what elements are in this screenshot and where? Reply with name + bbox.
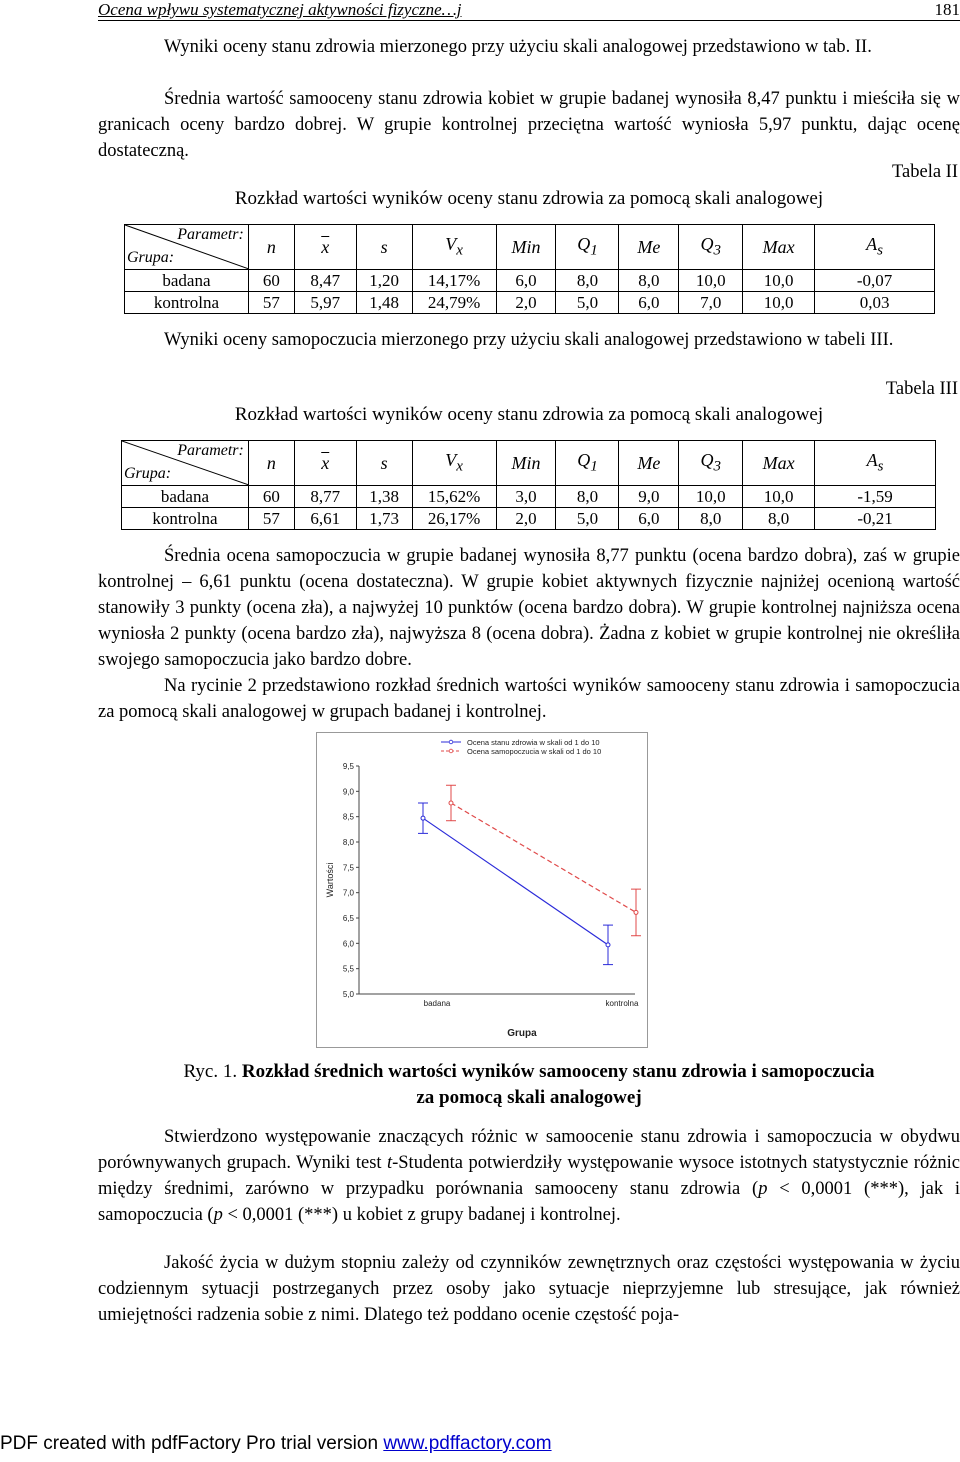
- y-tick-label: 7,0: [342, 888, 354, 898]
- data-point: [634, 910, 638, 914]
- table-header-row: [122, 441, 936, 486]
- paragraph-4: Średnia ocena samopoczucia w grupie badanej wynosiła 8,77 punktu (ocena bardzo dobra), zaś w grupie kontrolnej – 6,61 punktu (ocena dostateczna). W grupie kobiet aktywnych fizycznie najniżej ocenioną wartość stanowiły 3 punkty (ocena zła), a najwyżej 10 punktów (ocena bardzo dobra). W grupie kontrolnej najniższa ocena wyniosła 2 punkty (ocena bardzo zła), najwyższa 8 (ocena dobra). Żadna z kobiet w grupie kontrolnej nie określiła swojego samopoczucia jako bardzo dobre.: [98, 546, 960, 670]
- param-label: Parametr:: [177, 442, 244, 459]
- group-label: Grupa:: [124, 465, 172, 482]
- paragraph-7: Jakość życia w dużym stopniu zależy od czynników zewnętrznych oraz częstości występowania w życiu codziennym sytuacji postrzeganych przez osoby jako sytuacje nieprzyjemne lub stresujące, jak również umiejętności radzenia sobie z nimi. Dlatego też poddano ocenie częstość poja-: [98, 1253, 960, 1325]
- col-q3: $Q_3$: [679, 225, 743, 270]
- param-group-cell: [125, 225, 249, 270]
- legend-label: Ocena stanu zdrowia w skali od 1 do 10: [467, 738, 600, 747]
- table-row: kontrolna 57 5,97 1,48 24,79% 2,0 5,0 6,0 7,0 10,0 0,03: [125, 292, 935, 314]
- col-q1: $Q_1$: [556, 225, 619, 270]
- table-row: badana 60 8,77 1,38 15,62% 3,0 8,0 9,0 10,0 10,0 -1,59: [122, 486, 936, 508]
- y-tick-label: 8,5: [342, 812, 354, 822]
- y-tick-label: 5,5: [342, 964, 354, 974]
- page-number: 181: [934, 0, 960, 19]
- param-group-cell: [122, 441, 249, 486]
- group-label: Grupa:: [127, 249, 175, 266]
- paragraph-6: Stwierdzono występowanie znaczących różnic w samoocenie stanu zdrowia i samopoczucia w obydwu porównywanych grupach. Wyniki test t-Studenta potwierdziły występowanie wysoce istotnych statystycznie różnic między średnimi, zarówno w przypadku porównania samooceny stanu zdrowia (p < 0,0001 (***), jak i samopoczucia (p < 0,0001 (***) u kobiet z grupy badanej i kontrolnej.: [98, 1127, 960, 1225]
- series-line: [451, 803, 636, 912]
- col-s: s: [356, 441, 412, 486]
- col-mean: $\overline{x}$: [294, 225, 356, 270]
- col-me: Me: [619, 441, 679, 486]
- x-tick-label: kontrolna: [605, 999, 639, 1008]
- x-tick-label: badana: [423, 999, 451, 1008]
- col-as: $A_s$: [815, 441, 936, 486]
- col-s: s: [356, 225, 412, 270]
- footer-text: PDF created with pdfFactory Pro trial version: [0, 1433, 384, 1454]
- paragraph-2: Średnia wartość samooceny stanu zdrowia kobiet w grupie badanej wynosiła 8,47 punktu i mieściła się w granicach oceny bardzo dobrej. W grupie kontrolnej przeciętna wartość wyniosła 5,97 punktu, dając ocenę dostateczną.: [98, 89, 960, 161]
- series-line: [423, 818, 608, 945]
- paragraph-3: Wyniki oceny samopoczucia mierzonego przy użyciu skali analogowej przedstawiono w tabeli III.: [164, 330, 894, 350]
- paragraph-1: Wyniki oceny stanu zdrowia mierzonego przy użyciu skali analogowej przedstawiono w tab. II.: [164, 37, 872, 57]
- table-header-row: [125, 225, 935, 270]
- param-label: Parametr:: [177, 226, 244, 243]
- x-axis-title: Grupa: [507, 1028, 537, 1039]
- table-3-label: Tabela III: [885, 379, 958, 399]
- y-tick-label: 5,0: [342, 990, 354, 999]
- col-max: Max: [743, 225, 815, 270]
- col-n: n: [248, 225, 294, 270]
- running-header: [98, 0, 960, 21]
- col-vx: $V_x$: [412, 441, 496, 486]
- col-q1: $Q_1$: [556, 441, 619, 486]
- table-2-caption: Rozkład wartości wyników oceny stanu zdrowia za pomocą skali analogowej: [234, 188, 824, 209]
- data-point: [606, 943, 610, 947]
- y-tick-label: 8,0: [342, 838, 354, 847]
- footer-link[interactable]: www.pdffactory.com: [383, 1433, 552, 1454]
- col-max: Max: [743, 441, 815, 486]
- col-n: n: [248, 441, 294, 486]
- table-3-caption: Rozkład wartości wyników oceny stanu zdrowia za pomocą skali analogowej: [234, 404, 824, 425]
- legend-marker: [449, 749, 453, 753]
- col-mean: $\overline{x}$: [294, 441, 356, 486]
- col-me: Me: [619, 225, 679, 270]
- chart-canvas: [317, 733, 647, 1047]
- y-axis-title: Wartości: [325, 862, 335, 898]
- table-2-label: Tabela II: [892, 162, 958, 182]
- running-title: Ocena wpływu systematycznej aktywności fizyczne…j: [98, 0, 462, 19]
- col-min: Min: [496, 225, 556, 270]
- means-chart: [316, 732, 648, 1048]
- legend-label: Ocena samopoczucia w skali od 1 do 10: [467, 747, 602, 756]
- figure-title-line2: za pomocą skali analogowej: [416, 1087, 642, 1108]
- data-point: [421, 816, 425, 820]
- table-2: [124, 224, 935, 314]
- table-row: kontrolna 57 6,61 1,73 26,17% 2,0 5,0 6,0 8,0 8,0 -0,21: [122, 508, 936, 530]
- table-row: badana 60 8,47 1,20 14,17% 6,0 8,0 8,0 10,0 10,0 -0,07: [125, 270, 935, 292]
- table-3: [121, 440, 936, 530]
- y-tick-label: 9,5: [342, 762, 354, 771]
- y-tick-label: 6,0: [342, 939, 354, 949]
- col-min: Min: [496, 441, 556, 486]
- figure-title-line1: Rozkład średnich wartości wyników samooceny stanu zdrowia i samopoczucia: [241, 1061, 875, 1082]
- paragraph-5: Na rycinie 2 przedstawiono rozkład średnich wartości wyników samooceny stanu zdrowia i samopoczucia za pomocą skali analogowej w grupach badanej i kontrolnej.: [98, 676, 960, 722]
- pdf-footer: [0, 1433, 552, 1455]
- col-as: $A_s$: [815, 225, 935, 270]
- y-tick-label: 7,5: [342, 863, 354, 873]
- col-vx: $V_x$: [412, 225, 496, 270]
- y-tick-label: 6,5: [342, 914, 354, 923]
- col-q3: $Q_3$: [679, 441, 743, 486]
- figure-prefix: Ryc. 1.: [183, 1061, 238, 1082]
- data-point: [449, 801, 453, 805]
- figure-caption: [98, 1061, 960, 1083]
- legend-marker: [449, 740, 453, 744]
- y-tick-label: 9,0: [342, 787, 354, 797]
